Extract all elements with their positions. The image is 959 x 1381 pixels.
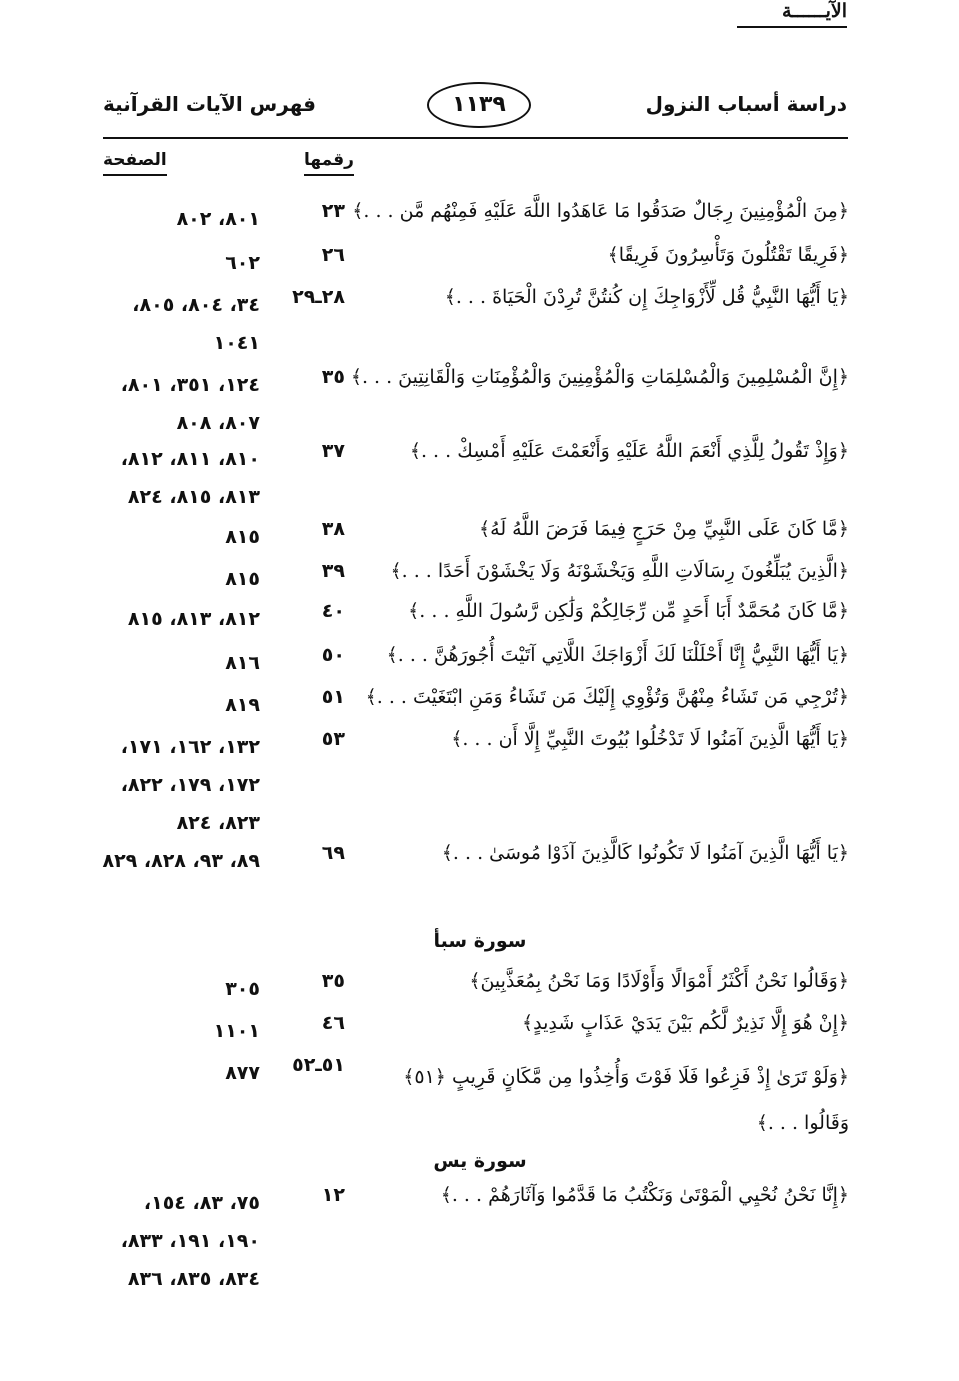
page-refs: ٨١٠، ٨١١، ٨١٢، ٨١٣، ٨١٥، ٨٢٤ xyxy=(120,448,260,508)
ayah-number: ٦٩ xyxy=(321,842,345,864)
ayah-text: ﴿يَا أَيُّهَا النَّبِيُّ قُل لِّأَزْوَاجِكَ إِن كُنتُنَّ تُرِدْنَ الْحَيَاةَ . . .﴾ xyxy=(444,286,849,308)
header-rule xyxy=(103,137,848,139)
ayah-number: ٤٠ xyxy=(321,600,345,622)
ayah-text: ﴿إِنْ هُوَ إِلَّا نَذِيرٌ لَّكُم بَيْنَ يَدَيْ عَذَابٍ شَدِيدٍ﴾ xyxy=(522,1012,849,1034)
ayah-text: ﴿فَرِيقًا تَقْتُلُونَ وَتَأْسِرُونَ فَرِيقًا﴾ xyxy=(607,244,849,266)
page-refs: ٨١٩ xyxy=(225,694,260,716)
ayah-text: ﴿إِنَّ الْمُسْلِمِينَ وَالْمُسْلِمَاتِ وَالْمُؤْمِنِينَ وَالْمُؤْمِنَاتِ وَالْقَانِتِينَ . . .﴾ xyxy=(350,366,849,388)
ayah-text: ﴿مَّا كَانَ مُحَمَّدٌ أَبَا أَحَدٍ مِّن رِّجَالِكُمْ وَلَٰكِن رَّسُولَ اللَّهِ . . .﴾ xyxy=(408,600,849,622)
page-refs: ٨١٥ xyxy=(225,526,260,548)
ayah-text: ﴿وَقَالُوا نَحْنُ أَكْثَرُ أَمْوَالًا وَأَوْلَادًا وَمَا نَحْنُ بِمُعَذَّبِينَ﴾ xyxy=(469,970,849,992)
page-refs: ٨٧٧ xyxy=(225,1062,260,1084)
ayah-number: ٥٣ xyxy=(321,728,345,750)
ayah-text: ﴿تُرْجِي مَن تَشَاءُ مِنْهُنَّ وَتُؤْوِي إِلَيْكَ مَن تَشَاءُ وَمَنِ ابْتَغَيْتَ . . .﴾ xyxy=(365,686,849,708)
column-header-number: رقمها xyxy=(304,150,354,176)
ayah-number: ٢٦ xyxy=(321,244,345,266)
ayah-number: ٣٧ xyxy=(321,440,345,462)
ayah-text: ﴿الَّذِينَ يُبَلِّغُونَ رِسَالَاتِ اللَّهِ وَيَخْشَوْنَهُ وَلَا يَخْشَوْنَ أَحَدًا . . .﴾ xyxy=(390,560,849,582)
ayah-text: ﴿إِنَّا نَحْنُ نُحْيِي الْمَوْتَىٰ وَنَكْتُبُ مَا قَدَّمُوا وَآثَارَهُمْ . . .﴾ xyxy=(440,1184,849,1206)
page-refs: ١٢٤، ٣٥١، ٨٠١، ٨٠٧، ٨٠٨ xyxy=(120,374,260,434)
page-refs: ٨١٦ xyxy=(225,652,260,674)
page-refs: ٨١٢، ٨١٣، ٨١٥ xyxy=(127,608,260,630)
page-refs: ٣٠٥ xyxy=(225,978,260,1000)
page-refs: ٨٠١، ٨٠٢ xyxy=(176,208,260,230)
ayah-text: ﴿وَلَوْ تَرَىٰ إِذْ فَزِعُوا فَلَا فَوْتَ وَأُخِذُوا مِن مَّكَانٍ قَرِيبٍ ﴿٥١﴾ وَقَالُوا . . .﴾ xyxy=(403,1066,849,1134)
column-header-ayah: الآيــــــة xyxy=(737,0,847,28)
ayah-text: ﴿وَإِذْ تَقُولُ لِلَّذِي أَنْعَمَ اللَّهُ عَلَيْهِ وَأَنْعَمْتَ عَلَيْهِ أَمْسِكْ . . .﴾ xyxy=(409,440,849,462)
ayah-number: ٣٥ xyxy=(321,366,345,388)
ayah-number: ٢٣ xyxy=(321,200,345,222)
page-refs: ١٣٢، ١٦٢، ١٧١، ١٧٢، ١٧٩، ٨٢٢، ٨٢٣، ٨٢٤ xyxy=(120,736,260,834)
ayah-text: ﴿يَا أَيُّهَا الَّذِينَ آمَنُوا لَا تَكُونُوا كَالَّذِينَ آذَوْا مُوسَىٰ . . .﴾ xyxy=(441,842,849,864)
page-refs: ٦٠٢ xyxy=(225,252,260,274)
ayah-text: ﴿يَا أَيُّهَا النَّبِيُّ إِنَّا أَحْلَلْنَا لَكَ أَزْوَاجَكَ اللَّاتِي آتَيْتَ أُجُورَهُنَّ . . .﴾ xyxy=(386,644,849,666)
page-refs: ٧٥، ٨٣، ١٥٤، ١٩٠، ١٩١، ٨٣٣، ٨٣٤، ٨٣٥، ٨٣٦ xyxy=(120,1192,260,1290)
ayah-number: ٥١ـ٥٢ xyxy=(292,1054,345,1076)
page-refs: ٨٩، ٩٣، ٨٢٨، ٨٢٩ xyxy=(102,850,260,872)
ayah-text: ﴿مَّا كَانَ عَلَى النَّبِيِّ مِنْ حَرَجٍ فِيمَا فَرَضَ اللَّهُ لَهُ﴾ xyxy=(479,518,849,540)
page-refs: ١١٠١ xyxy=(213,1020,260,1042)
column-header-page: الصفحة xyxy=(103,150,167,176)
ayah-number: ٥٠ xyxy=(321,644,345,666)
ayah-number: ٣٩ xyxy=(321,560,345,582)
page-number: ١١٣٩ xyxy=(427,82,531,128)
ayah-number: ٤٦ xyxy=(321,1012,345,1034)
surah-heading: سورة سبأ xyxy=(433,930,527,952)
ayah-text: ﴿مِنَ الْمُؤْمِنِينَ رِجَالٌ صَدَقُوا مَا عَاهَدُوا اللَّهَ عَلَيْهِ فَمِنْهُم مَّن . . .﴾ xyxy=(352,200,849,222)
page-refs: ٣٤، ٨٠٤، ٨٠٥، ١٠٤١ xyxy=(132,294,260,354)
ayah-number: ١٢ xyxy=(321,1184,345,1206)
ayah-number: ٥١ xyxy=(321,686,345,708)
ayah-number: ٣٨ xyxy=(321,518,345,540)
ayah-number: ٣٥ xyxy=(321,970,345,992)
ayah-text: ﴿يَا أَيُّهَا الَّذِينَ آمَنُوا لَا تَدْخُلُوا بُيُوتَ النَّبِيِّ إِلَّا أَن . . .﴾ xyxy=(451,728,849,750)
page-refs: ٨١٥ xyxy=(225,568,260,590)
surah-heading: سورة يس xyxy=(433,1150,527,1172)
index-title: فهرس الآيات القرآنية xyxy=(103,92,316,116)
ayah-number: ٢٨ـ٢٩ xyxy=(292,286,345,308)
book-title: دراسة أسباب النزول xyxy=(645,92,847,116)
